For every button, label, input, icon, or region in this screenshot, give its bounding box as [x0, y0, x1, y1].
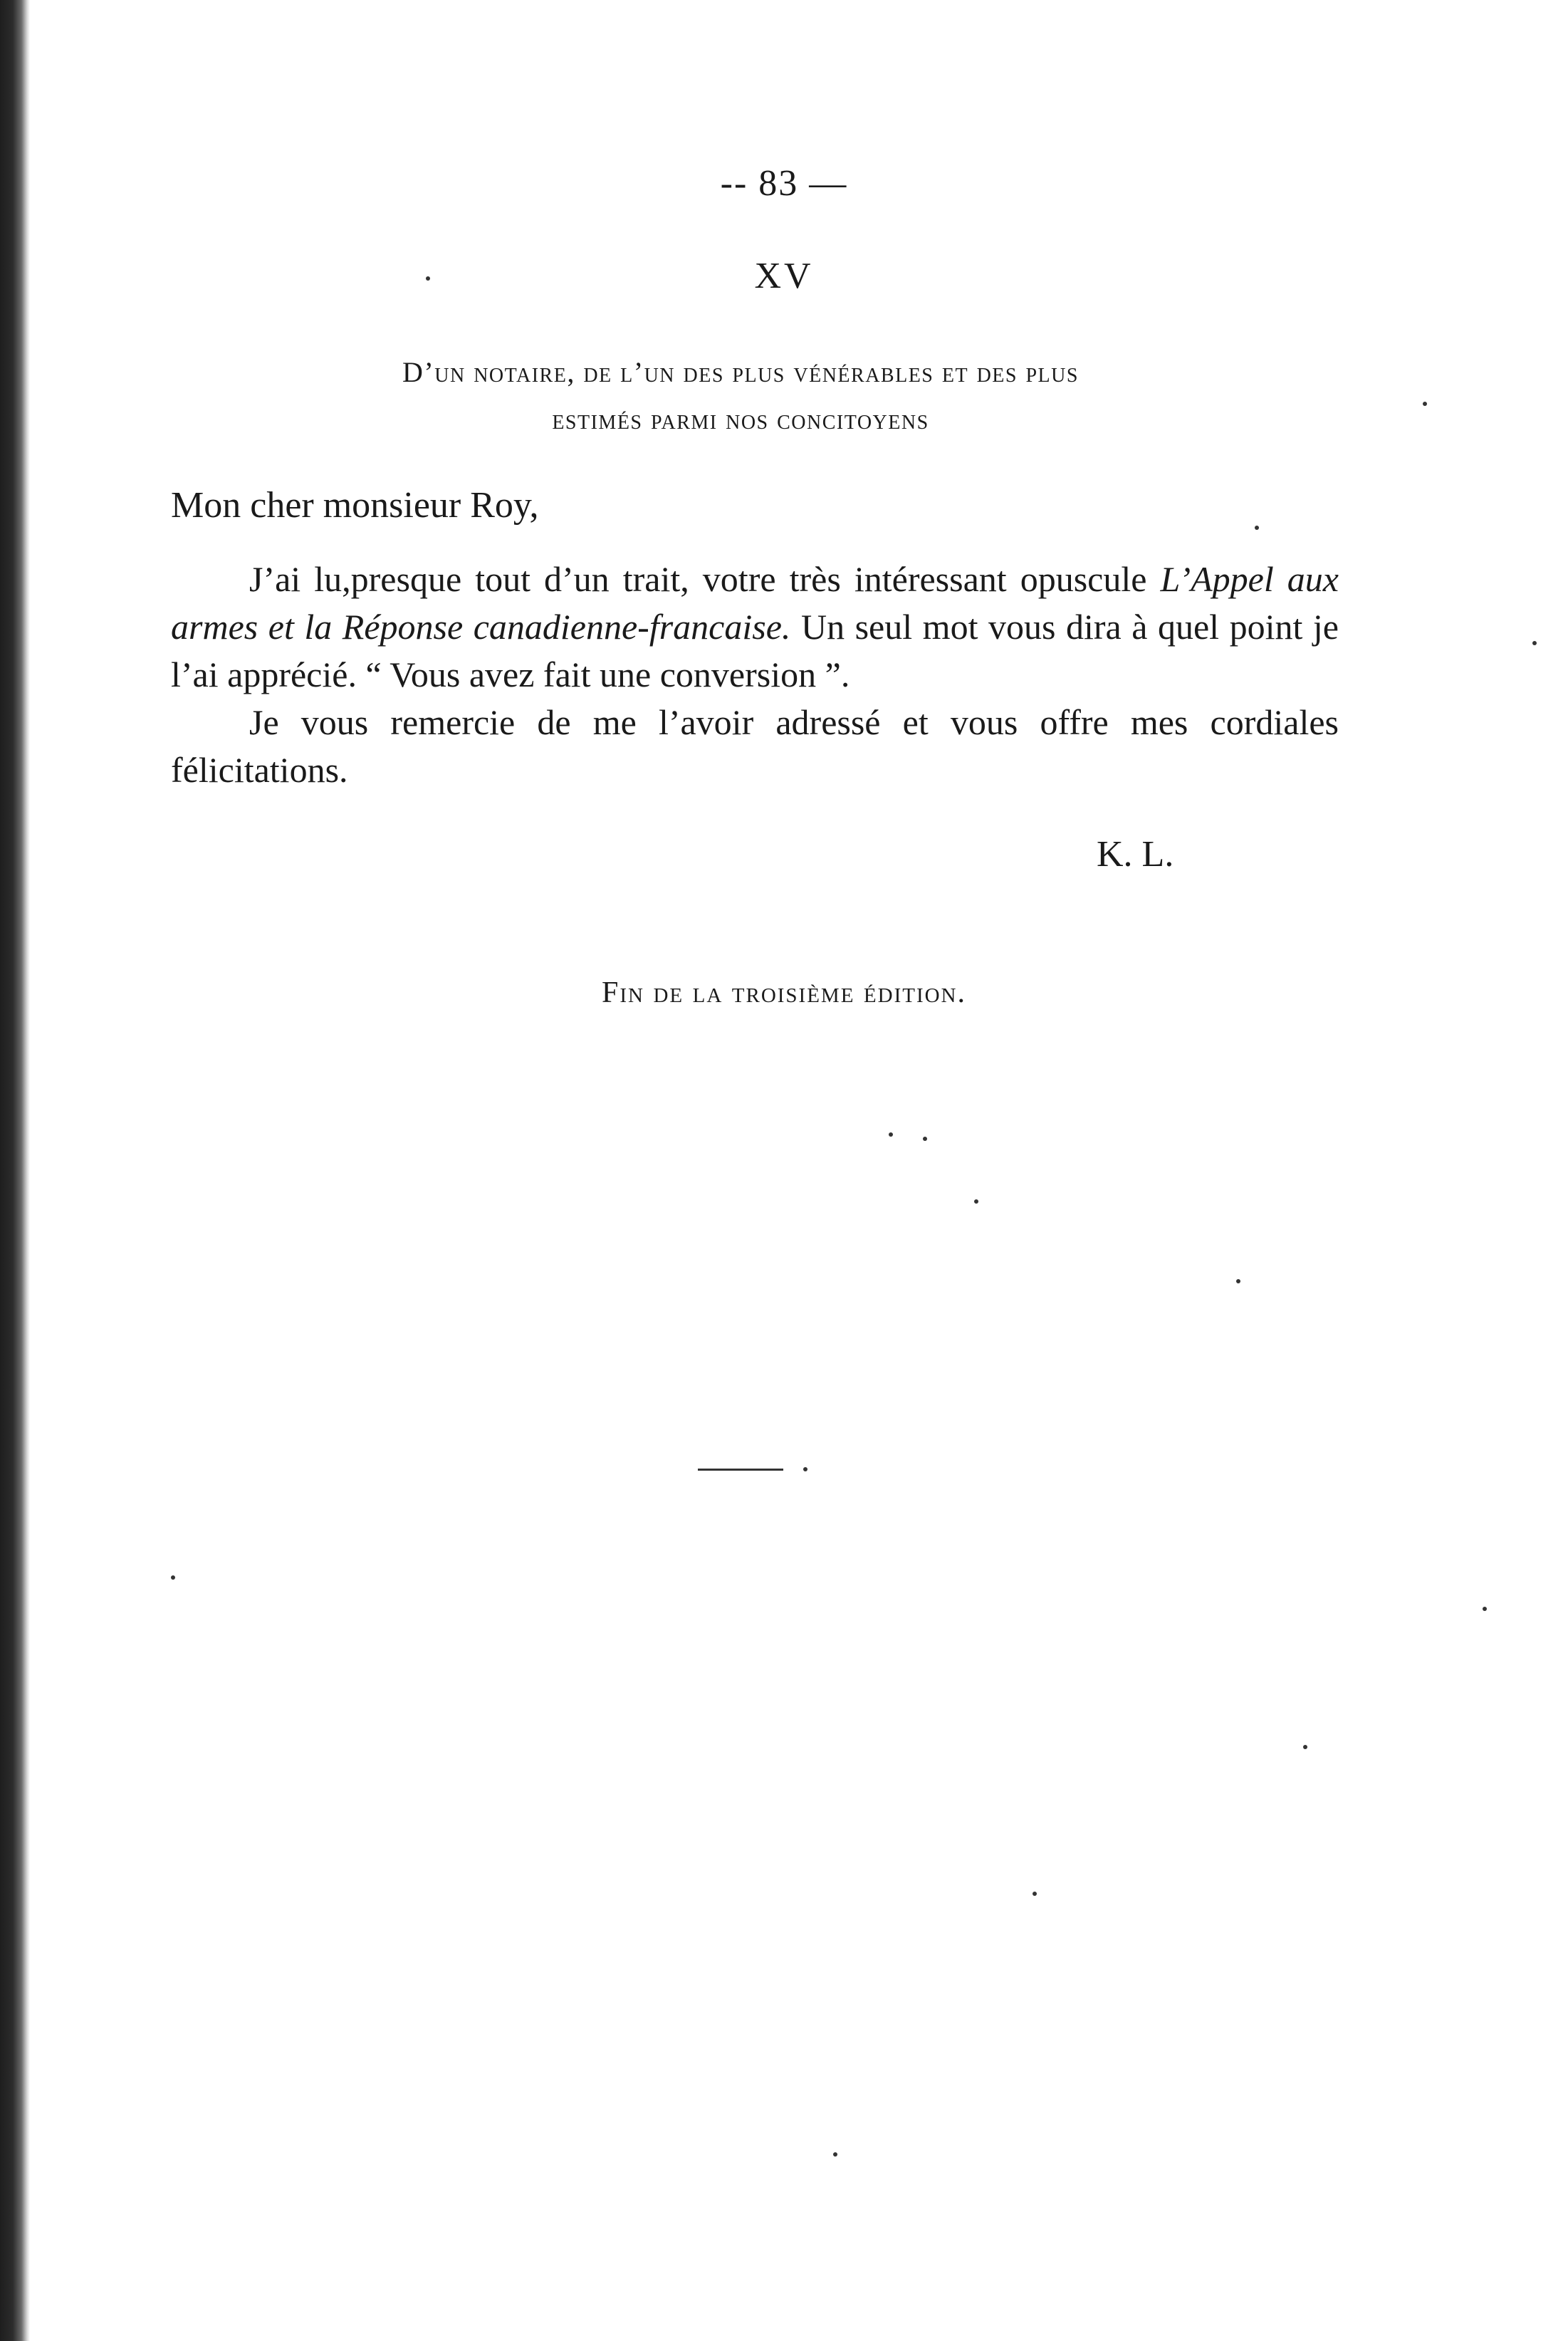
heading-line-1: D’un notaire, de l’un des plus vénérables et des plus: [402, 356, 1079, 388]
end-rule: [698, 1469, 783, 1471]
page-number: -- 83 —: [720, 163, 848, 204]
scan-speck: [923, 1137, 927, 1141]
scan-speck: [1033, 1892, 1037, 1896]
scan-speck: [803, 1467, 807, 1471]
scan-speck: [1236, 1279, 1240, 1283]
scan-speck: [1423, 402, 1427, 406]
heading-line-2: estimés parmi nos concitoyens: [552, 403, 929, 435]
scan-binding-edge: [0, 0, 30, 2341]
paragraph-2: Je vous remercie de me l’avoir adressé et vous offre mes cordiales félicitations.: [171, 702, 1339, 790]
paragraph-1-before-title: J’ai lu,presque tout d’un trait, votre très intéressant opuscule: [249, 559, 1161, 599]
letter-body: [171, 556, 1339, 794]
paragraph-1: [171, 556, 1339, 699]
end-note: Fin de la troisième édition.: [601, 976, 966, 1009]
pamphlet-title: L’Appel aux armes et la Réponse canadienne-francaise.: [171, 559, 1339, 647]
scan-speck: [171, 1575, 175, 1580]
letter-heading: [171, 349, 1310, 443]
scan-speck: [426, 276, 430, 281]
signature: K. L.: [1097, 834, 1174, 875]
chapter-number: XV: [754, 256, 814, 296]
scan-speck: [889, 1132, 893, 1137]
scan-speck: [1255, 526, 1259, 530]
scan-speck: [1303, 1745, 1307, 1749]
scan-speck: [974, 1199, 978, 1204]
salutation: Mon cher monsieur Roy,: [171, 485, 539, 526]
scan-speck: [1483, 1607, 1487, 1611]
scan-speck: [833, 2152, 837, 2157]
scan-speck: [1532, 641, 1537, 645]
paragraph-1-after-title: Un seul mot vous dira à quel point je l’ai apprécié. “ Vous avez fait une conversion ”.: [171, 607, 1339, 694]
